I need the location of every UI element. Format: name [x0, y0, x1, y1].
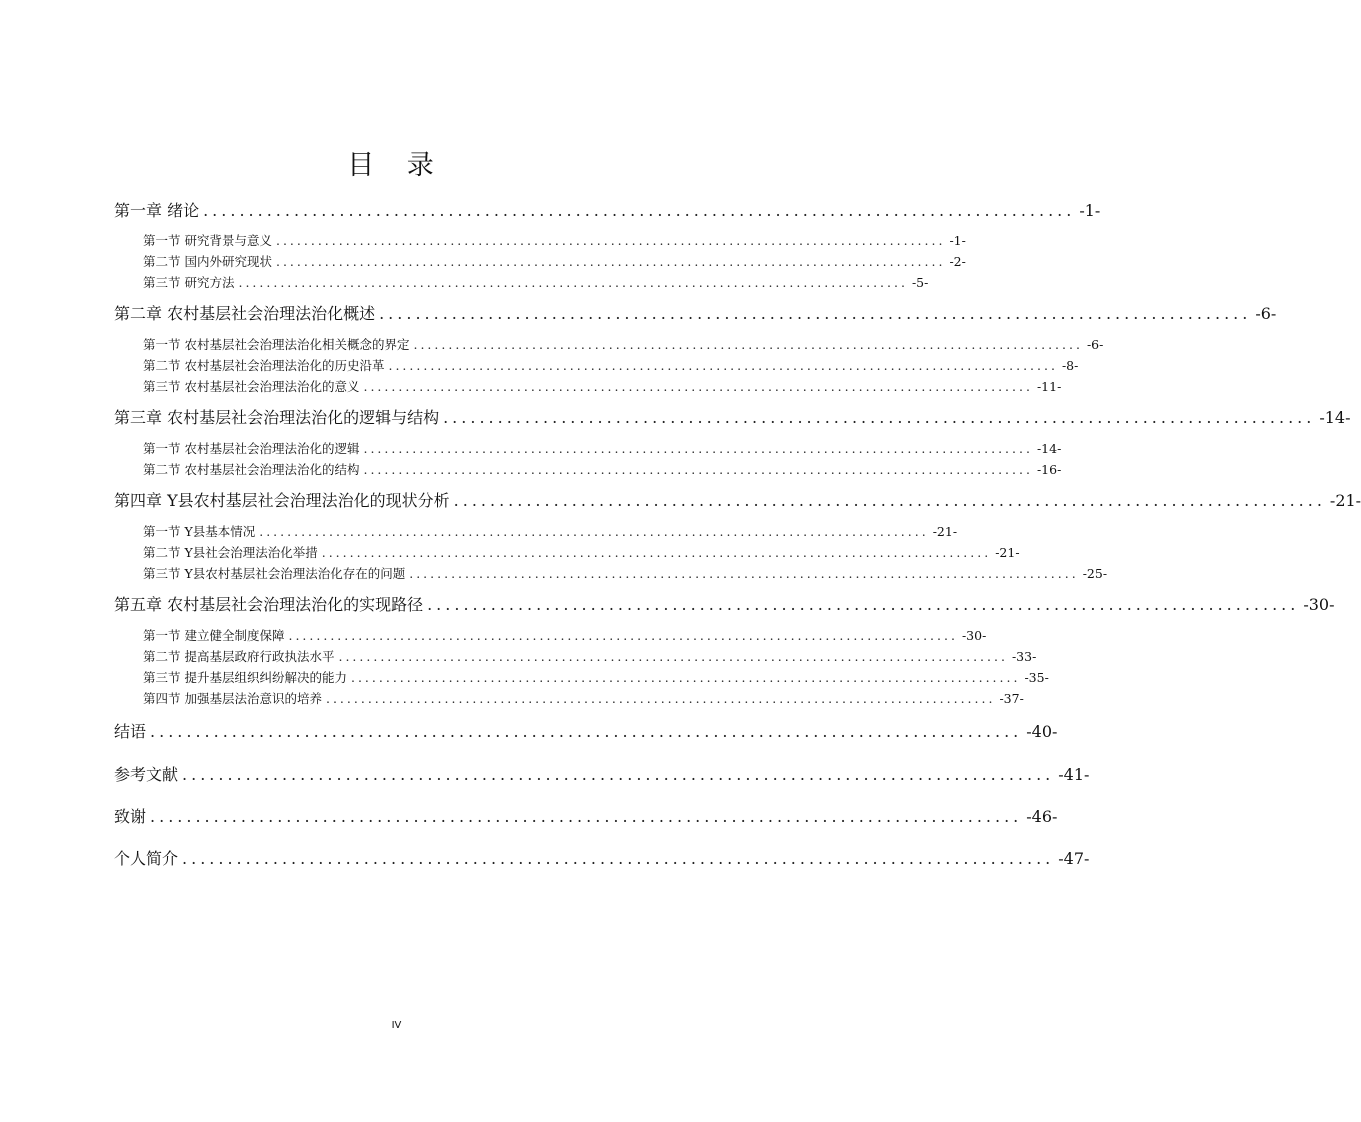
toc-section-page: -6- [1086, 337, 1104, 352]
toc-leader-dots: ................................................................................................ [321, 545, 992, 560]
toc-references[interactable] [114, 762, 1090, 785]
page-number: IV [391, 1020, 402, 1031]
toc-section-2-2[interactable] [143, 356, 1079, 374]
toc-leader-dots: ................................................................................................ [182, 765, 1055, 784]
toc-section-3-1[interactable] [143, 439, 1062, 457]
toc-section-label: 第二节 提高基层政府行政执法水平 [143, 649, 335, 664]
toc-leader-dots: ................................................................................................ [275, 233, 946, 248]
toc-section-2-1[interactable] [143, 335, 1104, 353]
toc-section-page: -30- [961, 628, 987, 643]
toc-chapter-5[interactable] [114, 592, 1335, 615]
toc-section-page: -21- [932, 524, 958, 539]
toc-leader-dots: ................................................................................................ [363, 441, 1033, 456]
page-title: 目 录 [347, 150, 446, 181]
toc-chapter-page: -40- [1026, 722, 1058, 741]
toc-section-page: -2- [949, 254, 966, 269]
toc-section-4-1[interactable] [143, 522, 958, 540]
toc-section-label: 第二节 农村基层社会治理法治化的历史沿革 [143, 358, 385, 373]
toc-section-label: 第二节 农村基层社会治理法治化的结构 [143, 462, 360, 477]
toc-section-4-2[interactable] [143, 543, 1020, 561]
toc-leader-dots: ................................................................................................ [275, 254, 946, 269]
toc-leader-dots: ................................................................................................ [182, 849, 1055, 868]
toc-leader-dots: ................................................................................................ [363, 379, 1033, 394]
toc-chapter-label: 第四章 Y县农村基层社会治理法治化的现状分析 [114, 491, 450, 510]
toc-chapter-page: -14- [1319, 408, 1351, 427]
toc-section-page: -21- [995, 545, 1020, 560]
toc-leader-dots: ................................................................................................ [150, 807, 1023, 826]
toc-leader-dots: ................................................................................................ [413, 337, 1083, 352]
toc-chapter-label: 第一章 绪论 [114, 201, 200, 220]
toc-section-label: 第三节 Y县农村基层社会治理法治化存在的问题 [143, 566, 406, 581]
toc-chapter-page: -30- [1303, 595, 1335, 614]
toc-author-profile[interactable] [114, 846, 1090, 869]
toc-chapter-label: 参考文献 [114, 765, 179, 784]
toc-chapter-page: -47- [1058, 849, 1090, 868]
toc-section-page: -16- [1036, 462, 1062, 477]
toc-section-page: -14- [1036, 441, 1062, 456]
toc-leader-dots: ................................................................................................ [409, 566, 1079, 581]
toc-chapter-label: 致谢 [114, 807, 147, 826]
toc-section-1-2[interactable] [143, 252, 966, 270]
toc-leader-dots: ................................................................................................ [350, 670, 1021, 685]
toc-section-page: -35- [1024, 670, 1049, 685]
toc-leader-dots: ................................................................................................ [427, 595, 1300, 614]
toc-chapter-1[interactable] [114, 198, 1101, 221]
toc-section-5-1[interactable] [143, 626, 987, 644]
toc-leader-dots: ................................................................................................ [150, 722, 1023, 741]
toc-chapter-label: 第三章 农村基层社会治理法治化的逻辑与结构 [114, 408, 440, 427]
toc-leader-dots: ................................................................................................ [388, 358, 1058, 373]
toc-section-label: 第一节 Y县基本情况 [143, 524, 256, 539]
toc-leader-dots: ................................................................................................ [379, 304, 1252, 323]
toc-section-label: 第一节 研究背景与意义 [143, 233, 272, 248]
toc-chapter-page: -46- [1026, 807, 1058, 826]
toc-leader-dots: ................................................................................................ [453, 491, 1326, 510]
toc-section-5-3[interactable] [143, 668, 1049, 686]
toc-chapter-label: 第二章 农村基层社会治理法治化概述 [114, 304, 376, 323]
toc-chapter-label: 第五章 农村基层社会治理法治化的实现路径 [114, 595, 424, 614]
toc-section-page: -1- [949, 233, 966, 248]
toc-section-4-3[interactable] [143, 564, 1108, 582]
toc-leader-dots: ................................................................................................ [325, 691, 996, 706]
toc-section-page: -5- [911, 275, 929, 290]
toc-chapter-label: 结语 [114, 722, 147, 741]
toc-chapter-page: -1- [1079, 201, 1101, 220]
toc-chapter-3[interactable] [114, 405, 1351, 428]
toc-acknowledgements[interactable] [114, 804, 1058, 827]
toc-leader-dots: ................................................................................................ [259, 524, 929, 539]
toc-chapter-page: -6- [1255, 304, 1277, 323]
toc-leader-dots: ................................................................................................ [338, 649, 1008, 664]
toc-chapter-2[interactable] [114, 301, 1277, 324]
toc-section-label: 第一节 农村基层社会治理法治化相关概念的界定 [143, 337, 410, 352]
toc-conclusion[interactable] [114, 719, 1058, 742]
toc-section-5-4[interactable] [143, 689, 1024, 707]
toc-chapter-4[interactable] [114, 488, 1361, 511]
toc-section-label: 第二节 国内外研究现状 [143, 254, 272, 269]
toc-section-page: -8- [1061, 358, 1079, 373]
toc-section-3-2[interactable] [143, 460, 1062, 478]
toc-section-label: 第三节 研究方法 [143, 275, 235, 290]
toc-section-page: -11- [1036, 379, 1062, 394]
toc-section-label: 第一节 农村基层社会治理法治化的逻辑 [143, 441, 360, 456]
toc-section-5-2[interactable] [143, 647, 1037, 665]
toc-section-label: 第二节 Y县社会治理法治化举措 [143, 545, 318, 560]
toc-leader-dots: ................................................................................................ [288, 628, 958, 643]
toc-section-2-3[interactable] [143, 377, 1062, 395]
toc-section-1-1[interactable] [143, 231, 966, 249]
toc-section-label: 第四节 加强基层法治意识的培养 [143, 691, 322, 706]
toc-leader-dots: ................................................................................................ [443, 408, 1316, 427]
toc-chapter-page: -21- [1329, 491, 1361, 510]
toc-section-label: 第三节 农村基层社会治理法治化的意义 [143, 379, 360, 394]
toc-chapter-page: -41- [1058, 765, 1090, 784]
toc-section-label: 第三节 提升基层组织纠纷解决的能力 [143, 670, 347, 685]
toc-leader-dots: ................................................................................................ [363, 462, 1033, 477]
toc-chapter-label: 个人简介 [114, 849, 179, 868]
toc-section-page: -33- [1011, 649, 1037, 664]
toc-section-label: 第一节 建立健全制度保障 [143, 628, 285, 643]
toc-leader-dots: ................................................................................................ [203, 201, 1076, 220]
toc-leader-dots: ................................................................................................ [238, 275, 908, 290]
toc-section-page: -25- [1082, 566, 1108, 581]
toc-section-1-3[interactable] [143, 273, 929, 291]
toc-section-page: -37- [999, 691, 1024, 706]
